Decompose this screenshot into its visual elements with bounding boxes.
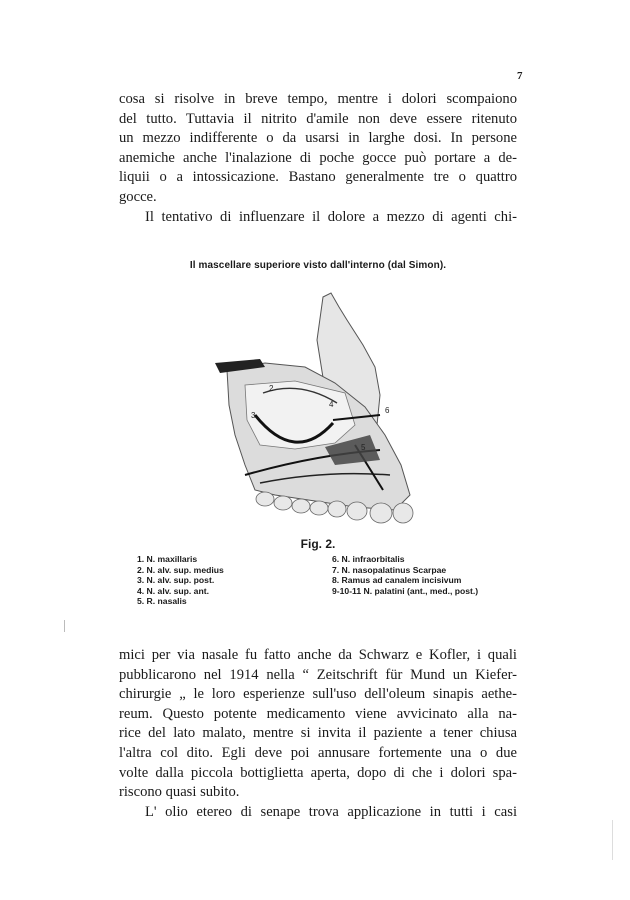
text-line: cosa si risolve in breve tempo, mentre i dolori scompaiono bbox=[119, 91, 517, 107]
text-line: gocce. bbox=[119, 188, 157, 205]
text-line: liquii o a intossicazione. Bastano generalmente tre o quattro bbox=[119, 169, 517, 186]
figure-number-4: 4 bbox=[329, 400, 334, 409]
text-line: un mezzo indifferente o da usarsi in larghe dosi. In persone bbox=[119, 130, 517, 147]
paragraph-1 bbox=[119, 90, 517, 208]
figure-number-3: 3 bbox=[251, 411, 256, 420]
edge-mark bbox=[612, 820, 613, 860]
figure-number-2: 2 bbox=[269, 384, 274, 393]
text-line: mici per via nasale fu fatto anche da Schwarz e Kofler, i quali bbox=[119, 647, 517, 663]
text-line: anemiche anche l'inalazione di poche gocce può portare a de- bbox=[119, 149, 517, 166]
paragraph-3 bbox=[119, 646, 517, 803]
text-line: reum. Questo potente medicamento viene avvicinato alla na- bbox=[119, 705, 517, 722]
paragraph-4 bbox=[119, 803, 517, 823]
text-line: l'altra col dito. Egli deve poi annusare fortemente una o due bbox=[119, 744, 517, 761]
sinus-area-shape bbox=[245, 381, 355, 449]
figure-caption: Il mascellare superiore visto dall'interno (dal Simon). bbox=[189, 260, 447, 271]
text-line: volte dalla piccola bottiglietta aperta, dopo di che i dolori spa- bbox=[119, 764, 517, 781]
legend-item: 6. N. infraorbitalis bbox=[332, 554, 405, 564]
legend-right bbox=[332, 554, 478, 596]
text-line: chirurgie „ le loro esperienze sull'uso dell'oleum sinapis aethe- bbox=[119, 686, 517, 703]
legend-item: 8. Ramus ad canalem incisivum bbox=[332, 575, 462, 586]
margin-mark bbox=[64, 620, 65, 632]
text-line: riscono quasi subito. bbox=[119, 784, 240, 801]
paragraph-2 bbox=[119, 208, 517, 228]
legend-item: 7. N. nasopalatinus Scarpae bbox=[332, 564, 447, 575]
text-line: L' olio etereo di senape trova applicazione in tutti i casi bbox=[145, 804, 517, 820]
legend-item: 5. R. nasalis bbox=[137, 596, 187, 607]
text-line: pubblicarono nel 1914 nella “ Zeitschrift für Mund un Kiefer- bbox=[119, 666, 517, 683]
text-line: rice del lato malato, mentre si invita il paziente a tener chiusa bbox=[119, 725, 517, 742]
maxilla-illustration bbox=[205, 285, 445, 530]
legend-item: 2. N. alv. sup. medius bbox=[137, 564, 224, 575]
legend-item: 9-10-11 N. palatini (ant., med., post.) bbox=[332, 585, 479, 596]
text-line: Il tentativo di influenzare il dolore a mezzo di agenti chi- bbox=[145, 209, 517, 225]
figure-number-6: 6 bbox=[385, 406, 390, 415]
legend-left bbox=[137, 554, 224, 607]
legend-item: 3. N. alv. sup. post. bbox=[137, 575, 215, 586]
legend-item: 1. N. maxillaris bbox=[137, 554, 198, 564]
legend-item: 4. N. alv. sup. ant. bbox=[137, 585, 209, 596]
figure-number-5: 5 bbox=[361, 443, 366, 452]
text-line: del tutto. Tuttavia il nitrito d'amile non deve essere ritenuto bbox=[119, 110, 517, 127]
figure-label: Fig. 2. bbox=[300, 537, 336, 551]
page-number: 7 bbox=[517, 70, 523, 82]
